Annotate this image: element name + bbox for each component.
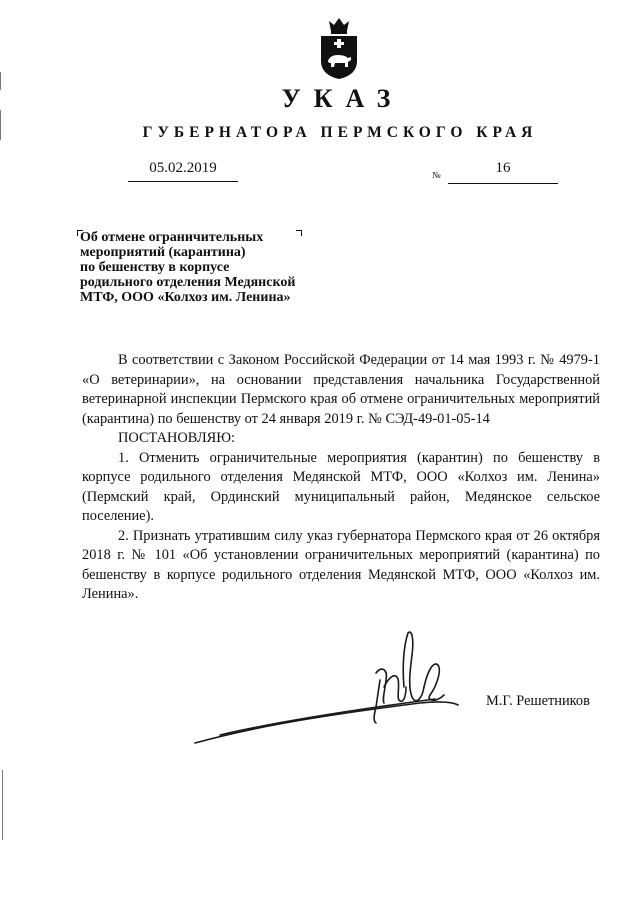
document-subtitle: ГУБЕРНАТОРА ПЕРМСКОГО КРАЯ [142, 124, 538, 141]
item-2-paragraph: 2. Признать утратившим силу указ губернатора Пермского края от 26 октября 2018 г. № 101 «Об установлении ограничительных мероприятий (карантина) по бешенству в корпусе родильного отделения Медянской МТФ, ООО «Колхоз им. Ленина». [82, 527, 600, 602]
decree-number: 16 [448, 160, 558, 184]
handwritten-signature [190, 625, 490, 755]
decree-word: ПОСТАНОВЛЯЮ: [118, 430, 236, 446]
subject-line: Об отмене ограничительных [80, 230, 264, 245]
signer-name: М.Г. Решетников [486, 693, 590, 709]
item-1-paragraph: 1. Отменить ограничительные мероприятия (карантин) по бешенству в корпусе родильного отделения Медянской МТФ, ООО «Колхоз им. Ленина» (Пермский край, Ординский муниципальный район, Медянское сельское поселение). [82, 449, 600, 524]
coat-of-arms-icon [318, 15, 360, 81]
decree-number-label: № [432, 170, 441, 180]
subject-line: МТФ, ООО «Колхоз им. Ленина» [80, 290, 291, 305]
scan-edge-mark [2, 770, 3, 840]
subject-line: родильного отделения Медянской [80, 275, 296, 290]
scan-edge-mark [0, 72, 1, 90]
intro-paragraph: В соответствии с Законом Российской Федерации от 14 мая 1993 г. № 4979-1 «О ветеринарии», на основании представления начальника Государственной ветеринарной инспекции Пермского края об отмене ограничительных мероприятий (карантина) по бешенству от 24 января 2019 г. № СЭД-49-01-05-14 [82, 352, 600, 427]
decree-body [82, 351, 600, 605]
document-title: УКАЗ [281, 84, 404, 113]
decree-date: 05.02.2019 [128, 160, 238, 182]
decree-subject [80, 230, 330, 305]
subject-line: мероприятий (карантина) [80, 245, 246, 260]
scan-edge-mark [0, 110, 1, 140]
subject-line: по бешенству в корпусе [80, 260, 230, 275]
